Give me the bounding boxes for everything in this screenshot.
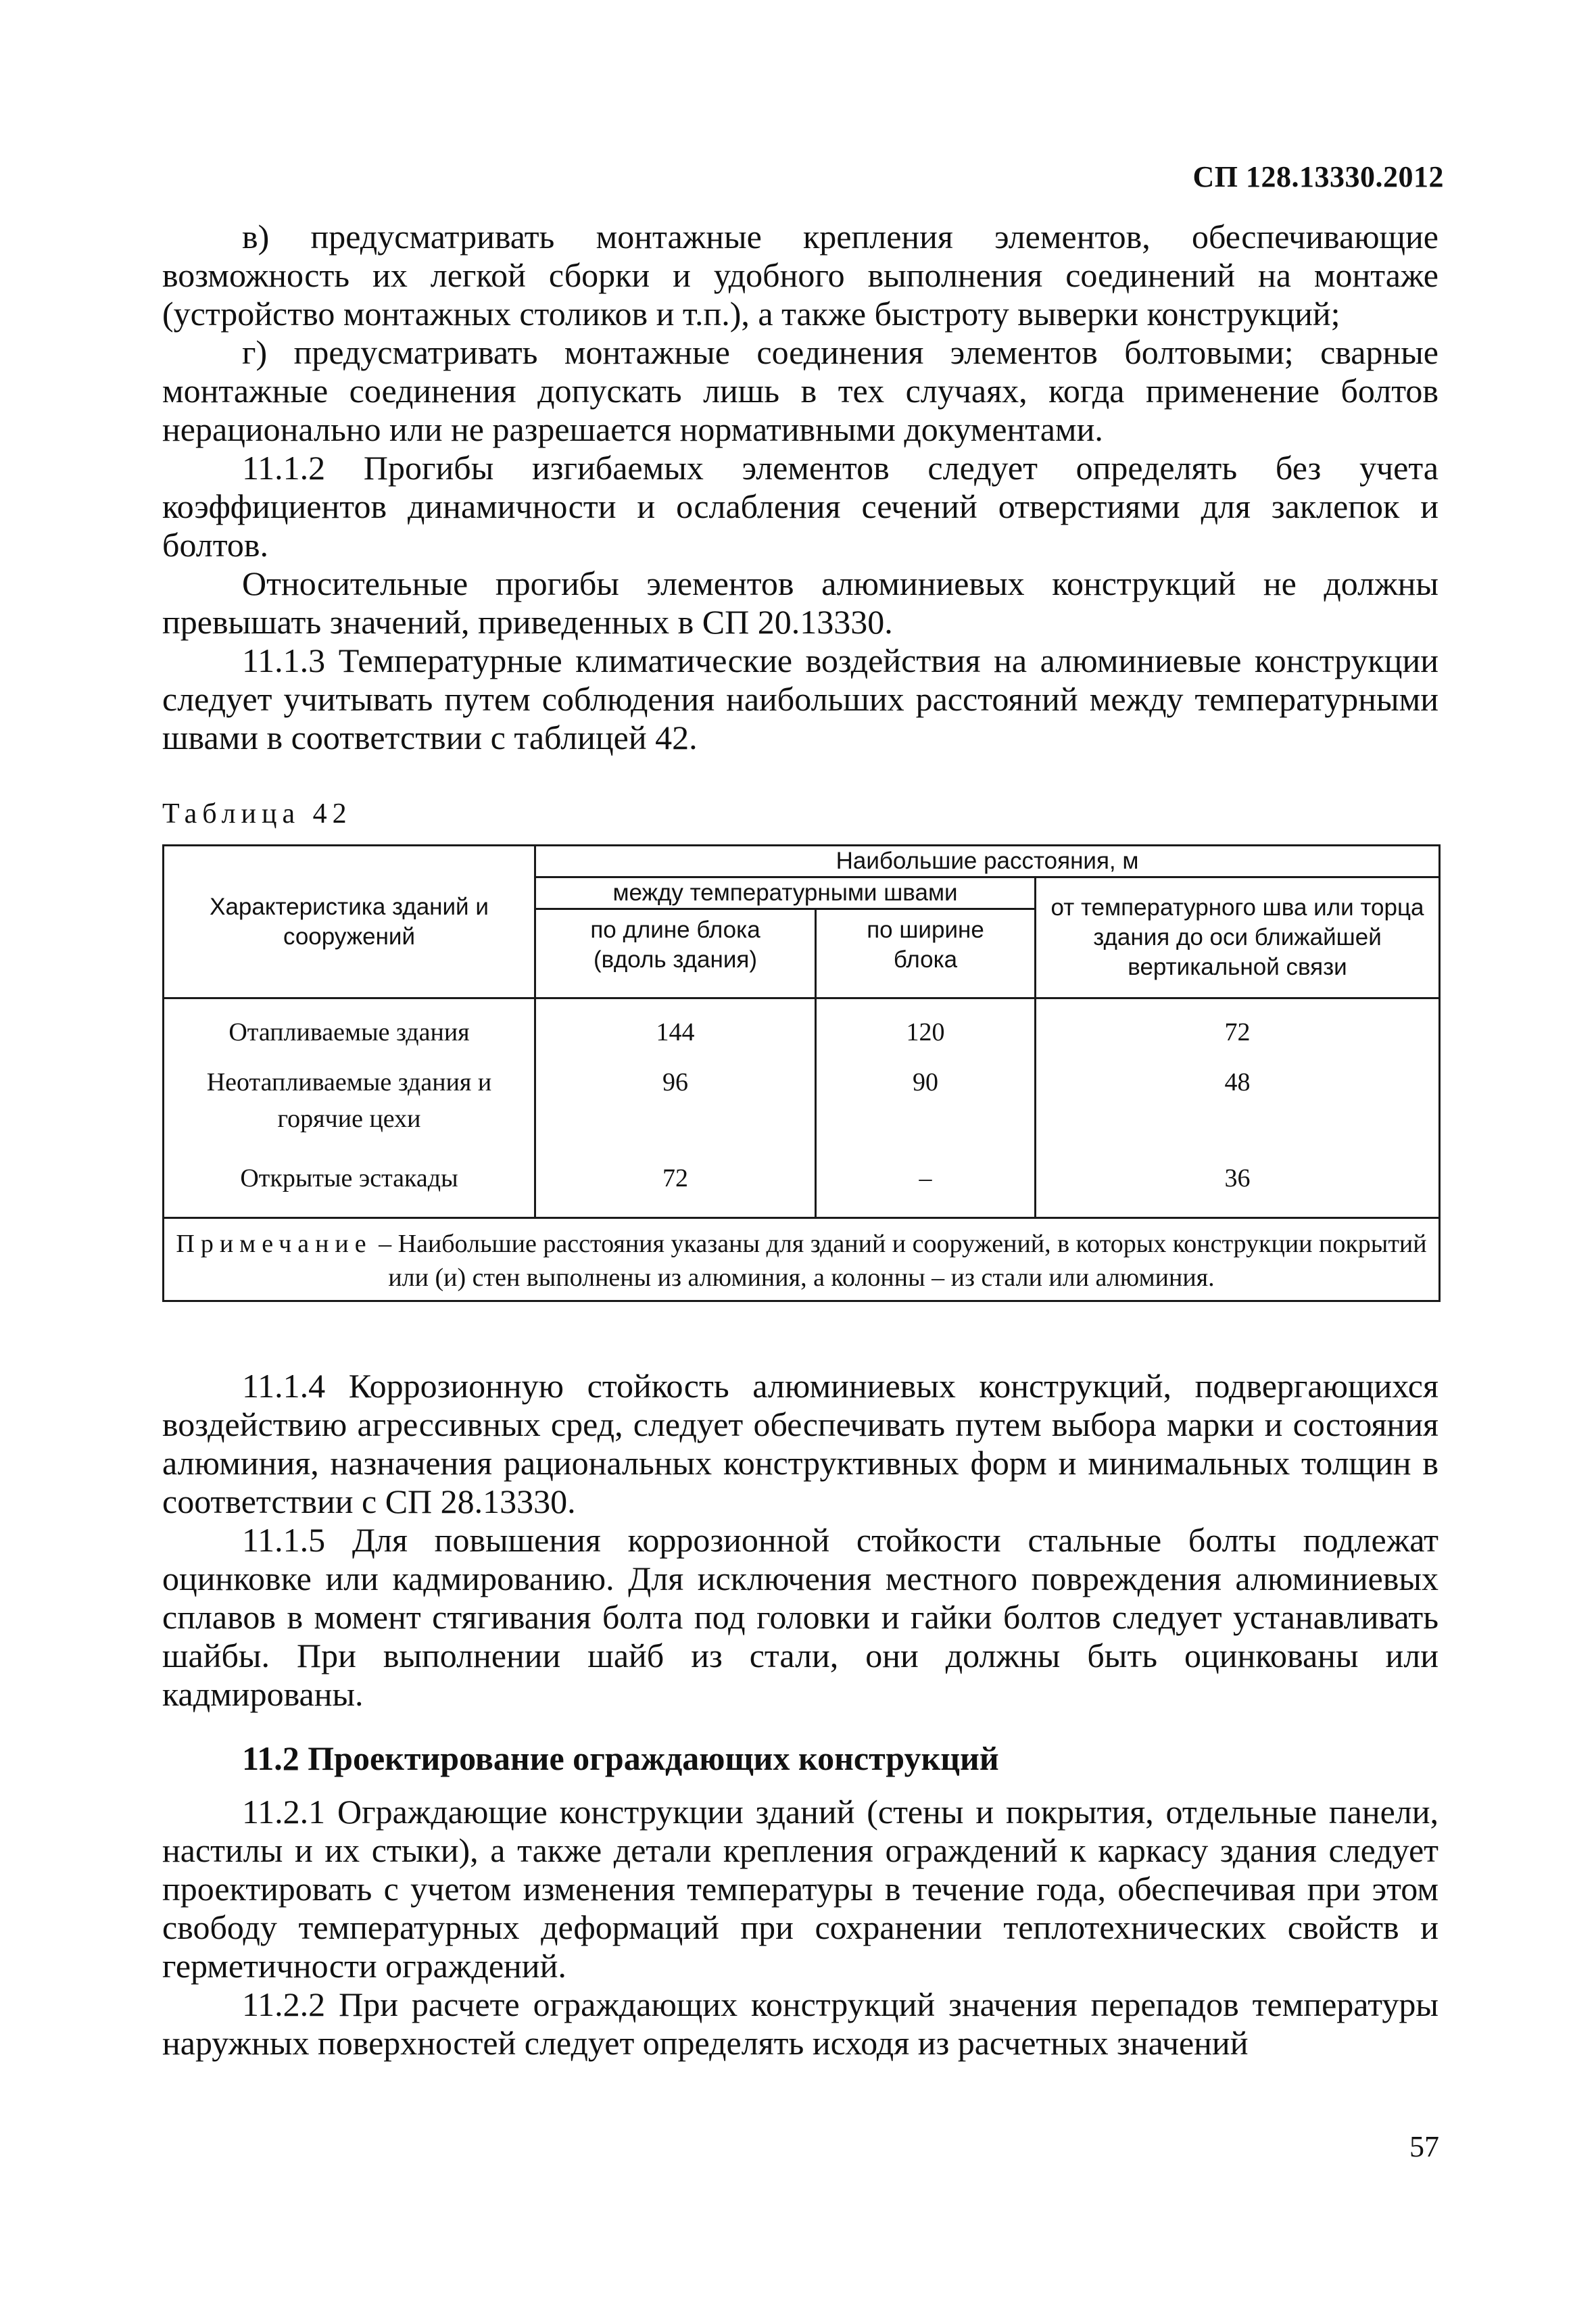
row-along: 72 bbox=[535, 1137, 816, 1218]
header-between-joints: между температурными швами bbox=[535, 877, 1036, 909]
paragraph-11-1-4: 11.1.4 Коррозионную стойкость алюминиевых конструкций, подвергающихся воздействию агрессивных сред, следует обеспечивать путем выбора марки и состояния алюминия, назначения рациональных конструктивных форм и минимальных толщин в соответствии с СП 28.13330. bbox=[162, 1367, 1438, 1520]
paragraph-11-2-2: 11.2.2 При расчете ограждающих конструкций значения перепадов температуры наружных поверхностей следует определять исходя из расчетных значений bbox=[162, 1985, 1438, 2062]
paragraph-11-1-5: 11.1.5 Для повышения коррозионной стойкости стальные болты подлежат оцинковке или кадмированию. Для исключения местного повреждения алюминиевых сплавов в момент стягивания болта под головки и гайки болтов следует устанавливать шайбы. При выполнении шайб из стали, они должны быть оцинкованы или кадмированы. bbox=[162, 1521, 1438, 1713]
paragraph-g: г) предусматривать монтажные соединения элементов болтовыми; сварные монтажные соединения допускать лишь в тех случаях, когда применение болтов нерационально или не разрешается нормативными документами. bbox=[162, 333, 1438, 448]
section-heading: 11.2 Проектирование ограждающих конструкций bbox=[242, 1739, 999, 1777]
paragraph-11-1-3: 11.1.3 Температурные климатические воздействия на алюминиевые конструкции следует учитывать путем соблюдения наибольших расстояний между температурными швами в соответствии с таблицей 42. bbox=[162, 642, 1438, 756]
table-header-row-1 bbox=[164, 846, 1440, 877]
note-text: – Наибольшие расстояния указаны для зданий и сооружений, в которых конструкции покрытий или (и) стен выполнены из алюминия, а колонны – из стали или алюминия. bbox=[379, 1230, 1427, 1292]
row-along: 96 bbox=[535, 1051, 816, 1137]
table-caption: Таблица 42 bbox=[162, 798, 352, 829]
paragraph-11-1-2: 11.1.2 Прогибы изгибаемых элементов следует определять без учета коэффициентов динамичности и ослабления сечений отверстиями для заклепок и болтов. bbox=[162, 449, 1438, 564]
row-along: 144 bbox=[535, 998, 816, 1051]
header-max-distances: Наибольшие расстояния, м bbox=[535, 846, 1440, 877]
header-across-block: по ширине блока bbox=[816, 909, 1036, 998]
table-row bbox=[164, 1051, 1440, 1137]
table-row bbox=[164, 998, 1440, 1051]
top-text-block bbox=[162, 218, 1438, 757]
table-row bbox=[164, 1137, 1440, 1218]
document-code: СП 128.13330.2012 bbox=[1192, 160, 1444, 193]
table-note bbox=[164, 1218, 1440, 1301]
row-across: 90 bbox=[816, 1051, 1036, 1137]
row-name: Неотапливаемые здания и горячие цехи bbox=[164, 1051, 535, 1137]
paragraph-v: в) предусматривать монтажные крепления элементов, обеспечивающие возможность их легкой сборки и удобного выполнения соединений на монтаже (устройство монтажных столиков и т.п.), а также быстроту выверки конструкций; bbox=[162, 218, 1438, 333]
header-characteristic: Характеристика зданий и сооружений bbox=[164, 846, 535, 998]
header-along-block: по длине блока (вдоль здания) bbox=[535, 909, 816, 998]
page-number: 57 bbox=[1409, 2130, 1439, 2163]
row-across: – bbox=[816, 1137, 1036, 1218]
row-to-bracing: 72 bbox=[1036, 998, 1440, 1051]
note-label: Примечание bbox=[176, 1230, 372, 1258]
row-name: Отапливаемые здания bbox=[164, 998, 535, 1051]
row-to-bracing: 48 bbox=[1036, 1051, 1440, 1137]
row-name: Открытые эстакады bbox=[164, 1137, 535, 1218]
row-to-bracing: 36 bbox=[1036, 1137, 1440, 1218]
header-from-joint: от температурного шва или торца здания до оси ближайшей вертикальной связи bbox=[1036, 877, 1440, 998]
table-note-row bbox=[164, 1218, 1440, 1301]
paragraph-11-2-1: 11.2.1 Ограждающие конструкции зданий (стены и покрытия, отдельные панели, настилы и их стыки), а также детали крепления ограждений к каркасу здания следует проектировать с учетом изменения температуры в течение года, обеспечивая при этом свободу температурных деформаций при сохранении теплотехнических свойств и герметичности ограждений. bbox=[162, 1793, 1438, 1985]
row-across: 120 bbox=[816, 998, 1036, 1051]
bottom-text-block bbox=[162, 1367, 1438, 2062]
paragraph-relative-deflections: Относительные прогибы элементов алюминиевых конструкций не должны превышать значений, приведенных в СП 20.13330. bbox=[162, 564, 1438, 641]
table-42 bbox=[162, 844, 1441, 1302]
